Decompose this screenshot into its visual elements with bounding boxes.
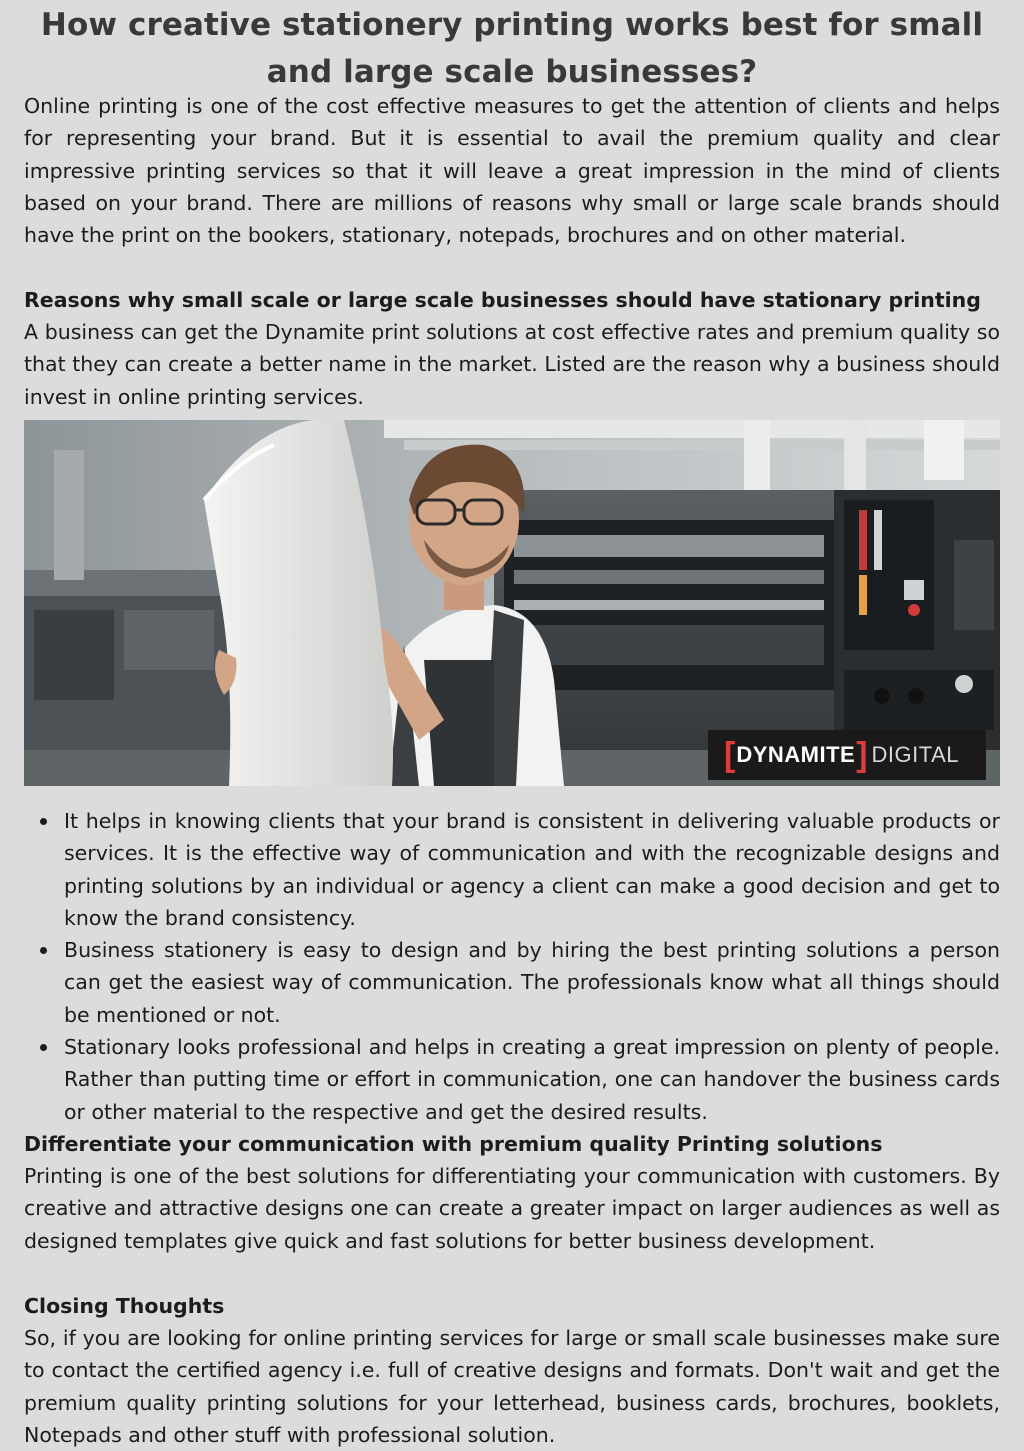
- list-item-text: Business stationery is easy to design and by hiring the best printing solutions a person can get the easiest way of communication. The professionals know what all things should be mentioned or not.: [64, 938, 1000, 1027]
- list-item-text: Stationary looks professional and helps in creating a great impression on plenty of people. Rather than putting time or effort in communication, one can handover the business cards or other material to the respective and get the desired results.: [64, 1035, 1000, 1124]
- list-item: [24, 934, 1000, 1031]
- list-item: [24, 805, 1000, 934]
- differentiate-paragraph: Printing is one of the best solutions for differentiating your communication with customers. By creative and attractive designs one can create a greater impact on larger audiences as well as designed templates give quick and fast solutions for better business development.: [24, 1164, 1000, 1253]
- logo-right-bracket: ]: [856, 736, 868, 774]
- bullet-dot-icon: [40, 1044, 47, 1051]
- reasons-paragraph: A business can get the Dynamite print solutions at cost effective rates and premium quality so that they can create a better name in the market. Listed are the reason why a business should invest in online printing services.: [24, 320, 1000, 409]
- list-item-text: It helps in knowing clients that your brand is consistent in delivering valuable products or services. It is the effective way of communication and with the recognizable designs and printing solutions by an individual or agency a client can make a good decision and get to know the brand consistency.: [64, 809, 1000, 930]
- logo-left-bracket: [: [724, 736, 736, 774]
- closing-paragraph: So, if you are looking for online printing services for large or small scale businesses make sure to contact the certified agency i.e. full of creative designs and formats. Don't wait and get the premium quality printing solutions for your letterhead, business cards, brochures, booklets, Notepads and other stuff with professional solution.: [24, 1326, 1000, 1447]
- dynamite-digital-logo: [708, 730, 986, 780]
- bullet-dot-icon: [40, 947, 47, 954]
- logo-main-text: DYNAMITE: [736, 742, 856, 767]
- intro-paragraph: Online printing is one of the cost effective measures to get the attention of clients and helps for representing your brand. But it is essential to avail the premium quality and clear impressive printing services so that it will leave a great impression in the mind of clients based on your brand. There are millions of reasons why small or large scale brands should have the print on the bookers, stationary, notepads, brochures and on other material.: [24, 94, 1000, 248]
- page-title: How creative stationery printing works best for small and large scale businesses?: [40, 7, 984, 90]
- bullet-dot-icon: [40, 818, 47, 825]
- reasons-heading: Reasons why small scale or large scale businesses should have stationary printing: [24, 288, 981, 312]
- differentiate-heading: Differentiate your communication with premium quality Printing solutions: [24, 1132, 883, 1156]
- logo-sub-text: DIGITAL: [871, 742, 959, 767]
- closing-heading: Closing Thoughts: [24, 1294, 225, 1318]
- printing-press-photo: [24, 420, 1000, 786]
- list-item: [24, 1031, 1000, 1128]
- benefits-list: [24, 805, 1000, 1128]
